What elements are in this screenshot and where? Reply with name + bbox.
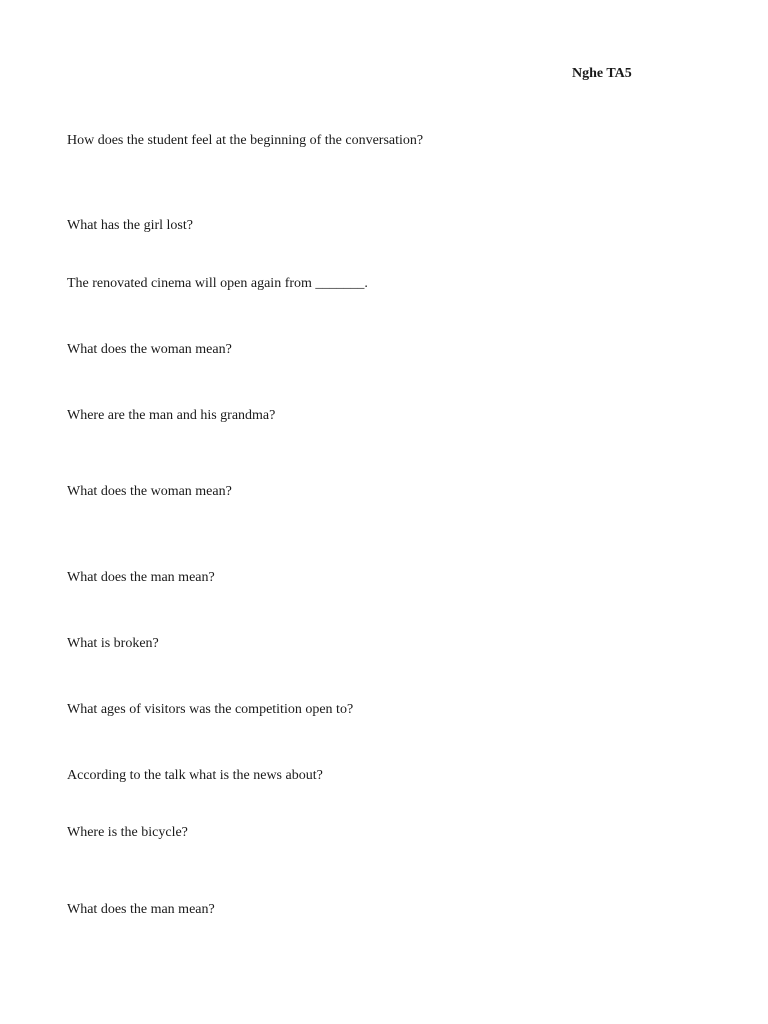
question-3: The renovated cinema will open again from _______. <box>67 276 368 291</box>
document-title: Nghe TA5 <box>572 66 632 81</box>
question-10: According to the talk what is the news about? <box>67 768 323 783</box>
question-1: How does the student feel at the beginning of the conversation? <box>67 133 424 148</box>
question-7: What does the man mean? <box>67 570 215 585</box>
question-12: What does the man mean? <box>67 902 215 917</box>
question-6: What does the woman mean? <box>67 484 232 499</box>
question-5: Where are the man and his grandma? <box>67 408 276 423</box>
question-9: What ages of visitors was the competition open to? <box>67 702 354 717</box>
question-11: Where is the bicycle? <box>67 825 188 840</box>
question-8: What is broken? <box>67 636 159 651</box>
question-2: What has the girl lost? <box>67 218 193 233</box>
question-4: What does the woman mean? <box>67 342 232 357</box>
